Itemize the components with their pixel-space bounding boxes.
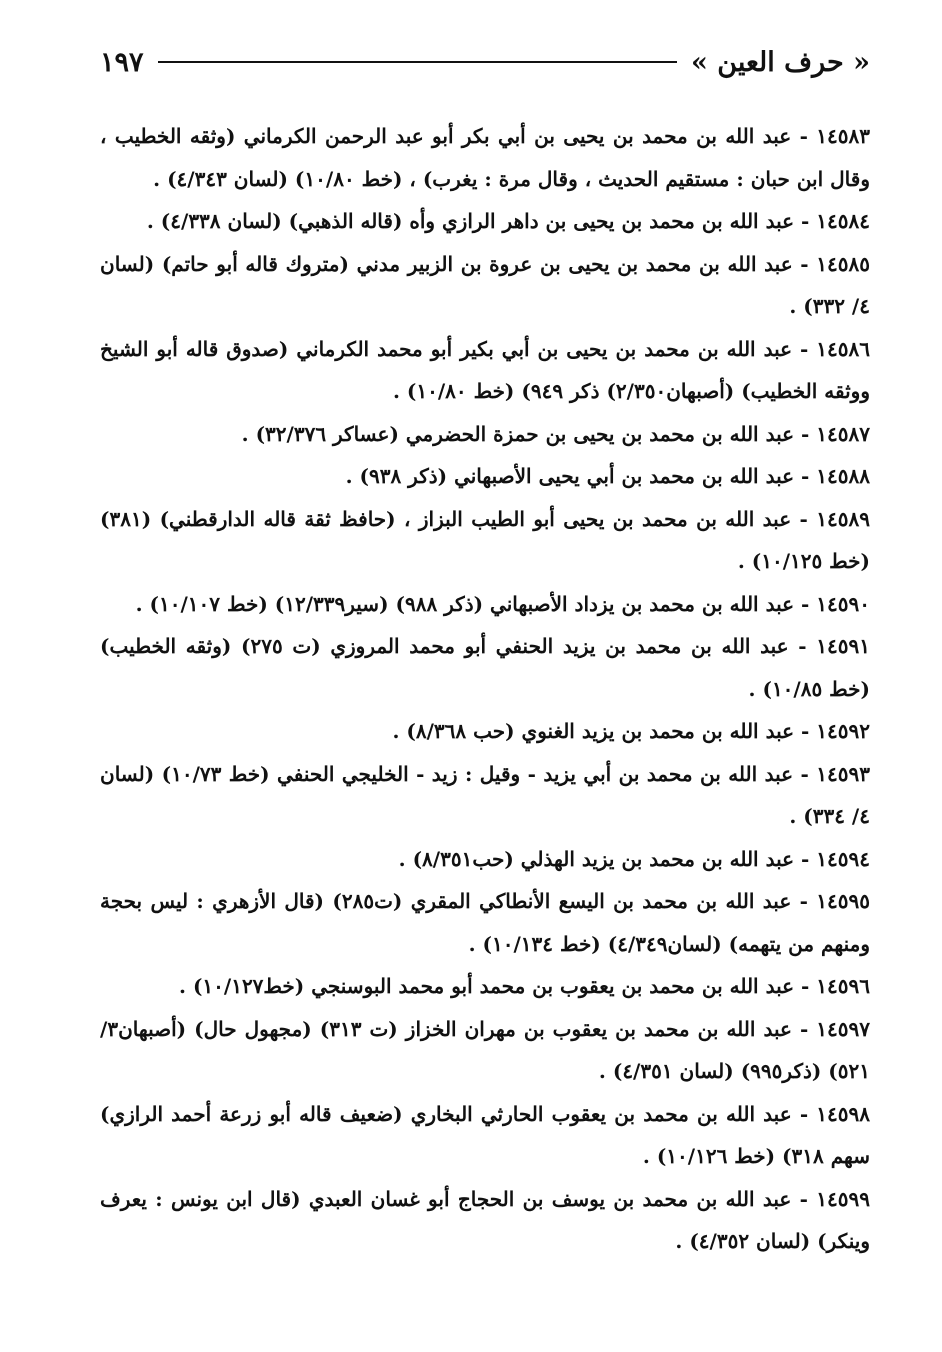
entry-number: ١٤٥٨٣ [816,124,870,148]
entry: ١٤٥٨٣ - عبد الله بن محمد بن يحيى بن أبي بكر أبو عبد الرحمن الكرماني (وثقه الخطيب ، وقال ابن حبان : مستقيم الحديث ، وقال مرة : يغرب) ، (خط ١٠/٨٠) (لسان ٤/٣٤٣) . [100,124,870,191]
entry: ١٤٥٩٢ - عبد الله بن محمد بن يزيد الغنوي (حب ٨/٣٦٨) . [392,719,870,743]
entry-text: عبد الله بن محمد بن يحيى بن أبي بكر أبو عبد الرحمن الكرماني (وثقه الخطيب ، وقال ابن حبان : مستقيم الحديث ، وقال مرة : يغرب) ، (خط ١٠/٨٠) (لسان ٤/٣٤٣) . [100,124,870,191]
entry: ١٤٥٩٩ - عبد الله بن محمد بن يوسف بن الحجاج أبو غسان العبدي (قال ابن يونس : يعرف وينكر) (لسان ٤/٣٥٢) . [100,1186,870,1253]
entry: ١٤٥٨٦ - عبد الله بن محمد بن يحيى بن أبي بكير أبو محمد الكرماني (صدوق قاله أبو الشيخ ووثقه الخطيب) (أصبهان٢/٣٥٠) ذكر ٩٤٩) (خط ١٠/٨٠) . [100,336,870,403]
entry-number: ١٤٥٨٥ [816,251,870,276]
entry-text: عبد الله بن محمد بن يزيد الهذلي (حب٨/٣٥١) . [398,846,795,871]
entry-text: عبد الله بن محمد بن يزداد الأصبهاني (ذكر ٩٨٨) (سير١٢/٣٣٩) (خط ١٠/١٠٧) . [135,591,795,616]
entry: ١٤٥٨٩ - عبد الله بن محمد بن يحيى أبو الطيب البزاز ، (حافظ ثقة قاله الدارقطني) (٣٨١) (خط ١٠/١٢٥) . [100,506,870,573]
page-number: ١٩٧ [100,46,144,78]
page-header [100,40,870,84]
entry-number: ١٤٥٩٧ [816,1016,871,1041]
entry-number: ١٤٥٩٣ [816,761,870,786]
header-rule [158,61,678,63]
entry: ١٤٥٩١ - عبد الله بن محمد بن يزيد الحنفي أبو محمد المروزي (ت ٢٧٥) (وثقه الخطيب) (خط ١٠/٨٥) . [100,634,871,701]
entry-text: عبد الله بن محمد بن يوسف بن الحجاج أبو غسان العبدي (قال ابن يونس : يعرف وينكر) (لسان ٤/٣٥٢) . [100,1186,870,1253]
entry-text: عبد الله بن محمد بن يحيى بن حمزة الحضرمي (عساكر ٣٢/٣٧٦) . [241,421,795,446]
entry-number: ١٤٥٨٨ [816,464,870,488]
entry-number: ١٤٥٩٢ [816,719,870,743]
entry: ١٤٥٩٣ - عبد الله بن محمد بن أبي يزيد - وقيل : زيد - الخليجي الحنفي (خط ١٠/٧٣) (لسان ٤/ ٣٣٤) . [100,761,870,828]
entry-text: عبد الله بن محمد بن يزيد الحنفي أبو محمد المروزي (ت ٢٧٥) (وثقه الخطيب) (خط ١٠/٨٥) . [100,634,870,701]
entry-number: ١٤٥٨٩ [816,506,870,531]
entry: ١٤٥٨٨ - عبد الله بن محمد بن أبي يحيى الأصبهاني (ذكر ٩٣٨) . [345,464,870,488]
entry: ١٤٥٩٨ - عبد الله بن محمد بن يعقوب الحارثي البخاري (ضعيف قاله أبو زرعة أحمد الرازي) سهم ٣١٨) (خط ١٠/١٢٦) . [100,1101,871,1168]
entry-text: عبد الله بن محمد بن يحيى بن أبي بكير أبو محمد الكرماني (صدوق قاله أبو الشيخ ووثقه الخطيب) (أصبهان٢/٣٥٠) ذكر ٩٤٩) (خط ١٠/٨٠) . [100,336,870,403]
entries-list [100,115,870,1263]
entry-number: ١٤٥٩٠ [816,591,870,616]
entry-text: عبد الله بن محمد بن يعقوب بن مهران الخزاز (ت ٣١٣) (مجهول حال) (أصبهان٣/ ٥٢١) (ذكر٩٩٥) (لسان ٤/٣٥١) . [100,1016,870,1083]
entry-text: عبد الله بن محمد بن يعقوب الحارثي البخاري (ضعيف قاله أبو زرعة أحمد الرازي) سهم ٣١٨) (خط ١٠/١٢٦) . [100,1101,870,1168]
entry-text: عبد الله بن محمد بن يحيى أبو الطيب البزاز ، (حافظ ثقة قاله الدارقطني) (٣٨١) (خط ١٠/١٢٥) . [100,506,870,573]
entry-number: ١٤٥٩١ [816,634,871,658]
entry-text: عبد الله بن محمد بن أبي يحيى الأصبهاني (ذكر ٩٣٨) . [345,464,795,488]
entry: ١٤٥٩٠ - عبد الله بن محمد بن يزداد الأصبهاني (ذكر ٩٨٨) (سير١٢/٣٣٩) (خط ١٠/١٠٧) . [135,591,870,616]
entry-number: ١٤٥٨٧ [816,421,870,446]
entry: ١٤٥٩٥ - عبد الله بن محمد بن اليسع الأنطاكي المقري (ت٢٨٥) (قال الأزهري : ليس بحجة ومنهم من يتهمه) (لسان٤/٣٤٩) (خط ١٠/١٣٤) . [100,889,870,956]
entry-text: عبد الله بن محمد بن يحيى بن عروة بن الزبير مدني (متروك قاله أبو حاتم) (لسان ٤/ ٣٣٢) . [100,251,870,318]
entry: ١٤٥٩٧ - عبد الله بن محمد بن يعقوب بن مهران الخزاز (ت ٣١٣) (مجهول حال) (أصبهان٣/ ٥٢١) (ذكر٩٩٥) (لسان ٤/٣٥١) . [100,1016,871,1083]
entry-number: ١٤٥٨٤ [816,209,870,233]
chapter-title: « حرف العين » [691,46,870,78]
entry: ١٤٥٨٥ - عبد الله بن محمد بن يحيى بن عروة بن الزبير مدني (متروك قاله أبو حاتم) (لسان ٤/ ٣٣٢) . [100,251,870,318]
entry-text: عبد الله بن محمد بن اليسع الأنطاكي المقري (ت٢٨٥) (قال الأزهري : ليس بحجة ومنهم من يتهمه) (لسان٤/٣٤٩) (خط ١٠/١٣٤) . [100,889,870,956]
entry-number: ١٤٥٩٤ [816,846,870,871]
entry: ١٤٥٨٧ - عبد الله بن محمد بن يحيى بن حمزة الحضرمي (عساكر ٣٢/٣٧٦) . [241,421,870,446]
entry-text: عبد الله بن محمد بن أبي يزيد - وقيل : زيد - الخليجي الحنفي (خط ١٠/٧٣) (لسان ٤/ ٣٣٤) . [100,761,870,828]
entry-number: ١٤٥٩٦ [816,974,870,998]
entry-number: ١٤٥٩٩ [816,1186,870,1211]
entry-number: ١٤٥٩٨ [816,1101,871,1126]
entry-number: ١٤٥٩٥ [816,889,870,913]
entry-number: ١٤٥٨٦ [816,336,870,361]
entry: ١٤٥٨٤ - عبد الله بن محمد بن يحيى بن داهر الرازي وأه (قاله الذهبي) (لسان ٤/٣٣٨) . [146,209,870,233]
entry: ١٤٥٩٦ - عبد الله بن محمد بن يعقوب بن محمد أبو محمد البوسنجي (خط١٠/١٢٧) . [179,974,870,998]
entry-text: عبد الله بن محمد بن يعقوب بن محمد أبو محمد البوسنجي (خط١٠/١٢٧) . [179,974,795,998]
entry: ١٤٥٩٤ - عبد الله بن محمد بن يزيد الهذلي (حب٨/٣٥١) . [398,846,870,871]
entry-text: عبد الله بن محمد بن يزيد الغنوي (حب ٨/٣٦٨) . [392,719,795,743]
entry-text: عبد الله بن محمد بن يحيى بن داهر الرازي وأه (قاله الذهبي) (لسان ٤/٣٣٨) . [146,209,795,233]
